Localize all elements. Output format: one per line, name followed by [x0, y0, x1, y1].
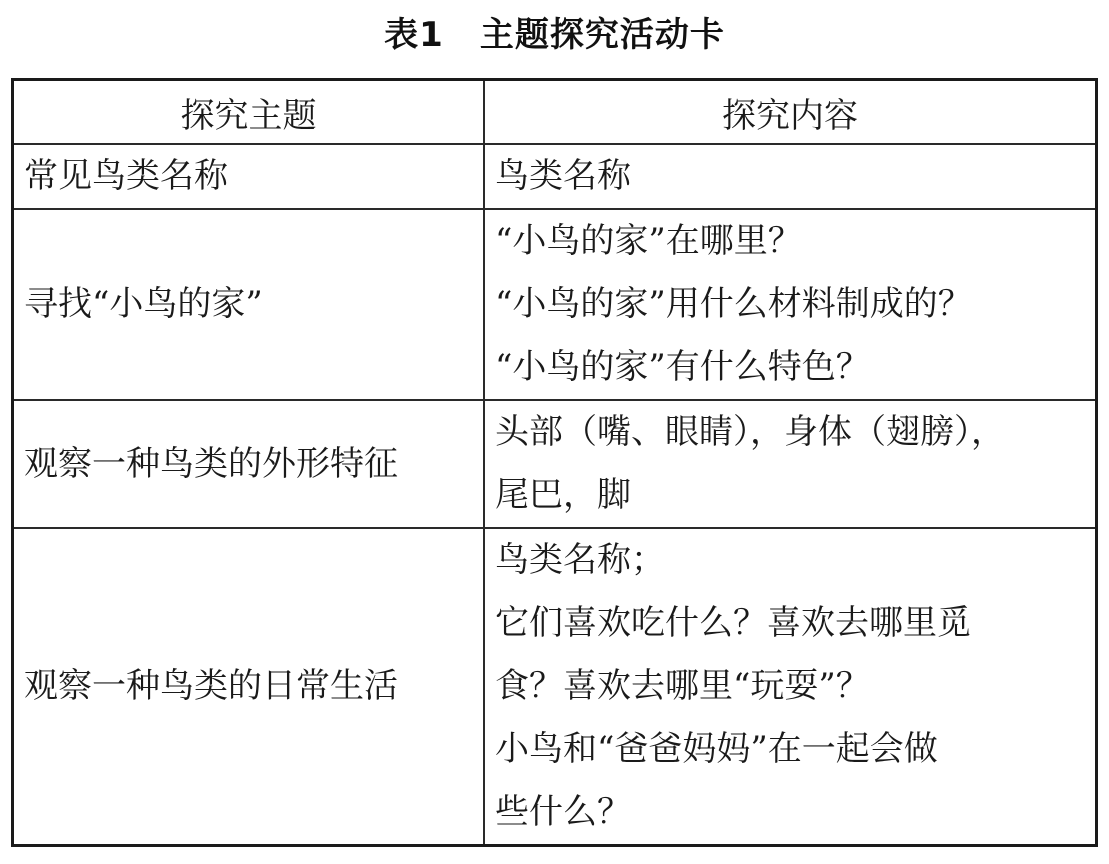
content-line: 些什么？ [495, 792, 632, 832]
header-topic: 探究主题 [13, 80, 485, 145]
content-line: 鸟类名称； [495, 540, 666, 580]
table-caption [0, 10, 1109, 60]
header-content: 探究内容 [484, 80, 1096, 145]
row-content-cell [484, 209, 1096, 400]
content-line: 鸟类名称 [495, 156, 632, 196]
content-line: “小鸟的家”有什么特色？ [495, 347, 870, 387]
topic-text: 观察一种鸟类的外形特征 [24, 443, 398, 484]
content-line: 小鸟和“爸爸妈妈”在一起会做 [495, 729, 938, 769]
table-row [13, 400, 1097, 528]
content-line: 头部（嘴、眼睛），身体（翅膀）， [495, 412, 1006, 452]
table-row [13, 209, 1097, 400]
table-number: 表1 [384, 15, 444, 55]
topic-text: 观察一种鸟类的日常生活 [24, 666, 398, 706]
row-topic-cell [13, 209, 485, 400]
row-topic-cell [13, 528, 485, 846]
content-line: “小鸟的家”在哪里？ [495, 221, 802, 261]
content-line: 尾巴，脚 [495, 475, 632, 515]
table-row [13, 528, 1097, 846]
topic-text: 寻找“小鸟的家” [24, 284, 263, 324]
content-line: “小鸟的家”用什么材料制成的？ [495, 284, 972, 324]
row-topic-cell [13, 400, 485, 528]
table-title: 主题探究活动卡 [479, 15, 725, 55]
table-header-row [13, 80, 1097, 145]
content-line: 食？喜欢去哪里“玩耍”？ [495, 666, 870, 706]
row-topic-cell [13, 144, 485, 209]
row-content-cell [484, 144, 1096, 209]
activity-card-table [11, 78, 1098, 847]
table-row [13, 144, 1097, 209]
content-line: 它们喜欢吃什么？喜欢去哪里觅 [495, 603, 972, 643]
row-content-cell [484, 528, 1096, 846]
row-content-cell [484, 400, 1096, 528]
topic-text: 常见鸟类名称 [24, 156, 228, 196]
